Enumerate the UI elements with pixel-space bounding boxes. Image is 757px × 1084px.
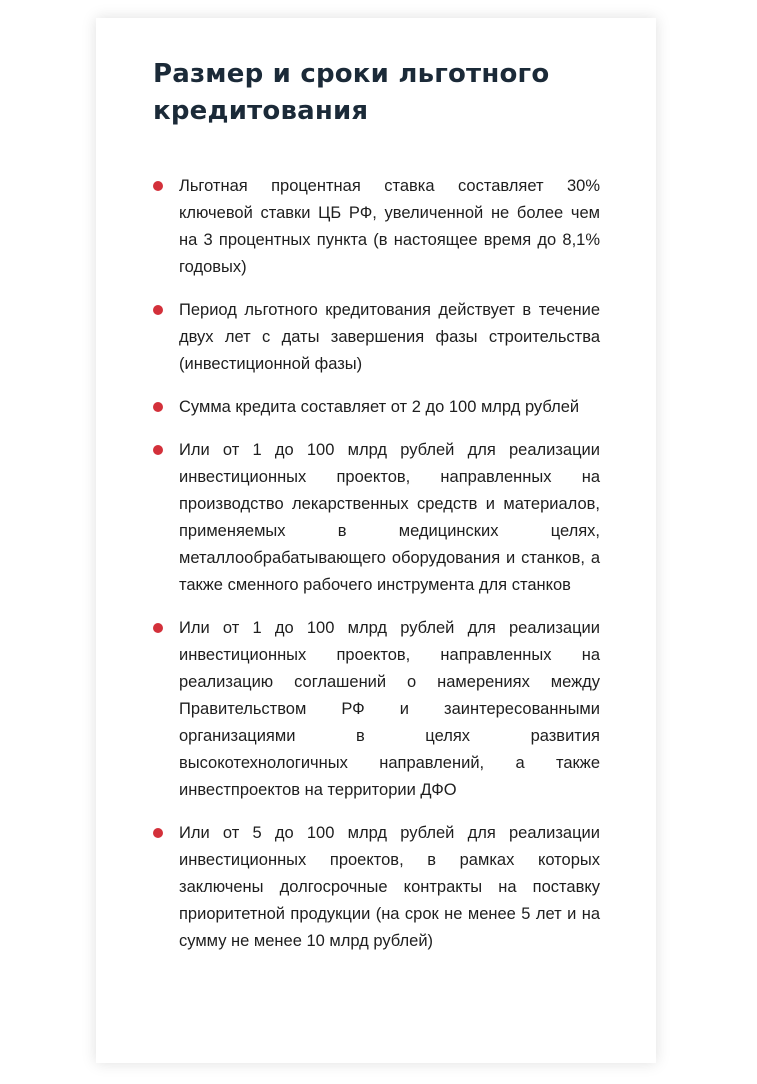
conditions-list (153, 173, 600, 971)
bullet-dot-icon (153, 181, 163, 191)
bullet-dot-icon (153, 402, 163, 412)
bullet-dot-icon (153, 828, 163, 838)
bullet-dot-icon (153, 445, 163, 455)
list-item (153, 615, 600, 804)
list-item (153, 173, 600, 281)
bullet-dot-icon (153, 305, 163, 315)
list-item (153, 297, 600, 378)
section-title: Размер и сроки льготного кредитования (153, 59, 550, 126)
list-item-text: Период льготного кредитования действует в течение двух лет с даты завершения фазы строительства (инвестиционной фазы) (179, 301, 600, 373)
list-item-text: Льготная процентная ставка составляет 30% ключевой ставки ЦБ РФ, увеличенной не более чем на 3 процентных пункта (в настоящее время до 8,1% годовых) (179, 177, 600, 276)
list-item-text: Или от 1 до 100 млрд рублей для реализации инвестиционных проектов, направленных на реализацию соглашений о намерениях между Правительством РФ и заинтересованными организациями в целях развития высокотехнологичных направлений, а также инвестпроектов на территории ДФО (179, 619, 600, 799)
list-item-text: Или от 1 до 100 млрд рублей для реализации инвестиционных проектов, направленных на производство лекарственных средств и материалов, применяемых в медицинских целях, металлообрабатывающего оборудования и станков, а также сменного рабочего инструмента для станков (179, 441, 600, 594)
content-card (96, 18, 656, 1063)
list-item (153, 820, 600, 955)
list-item (153, 394, 600, 421)
bullet-dot-icon (153, 623, 163, 633)
list-item-text: Или от 5 до 100 млрд рублей для реализации инвестиционных проектов, в рамках которых заключены долгосрочные контракты на поставку приоритетной продукции (на срок не менее 5 лет и на сумму не менее 10 млрд рублей) (179, 824, 600, 950)
list-item-text: Сумма кредита составляет от 2 до 100 млрд рублей (179, 398, 580, 416)
list-item (153, 437, 600, 599)
